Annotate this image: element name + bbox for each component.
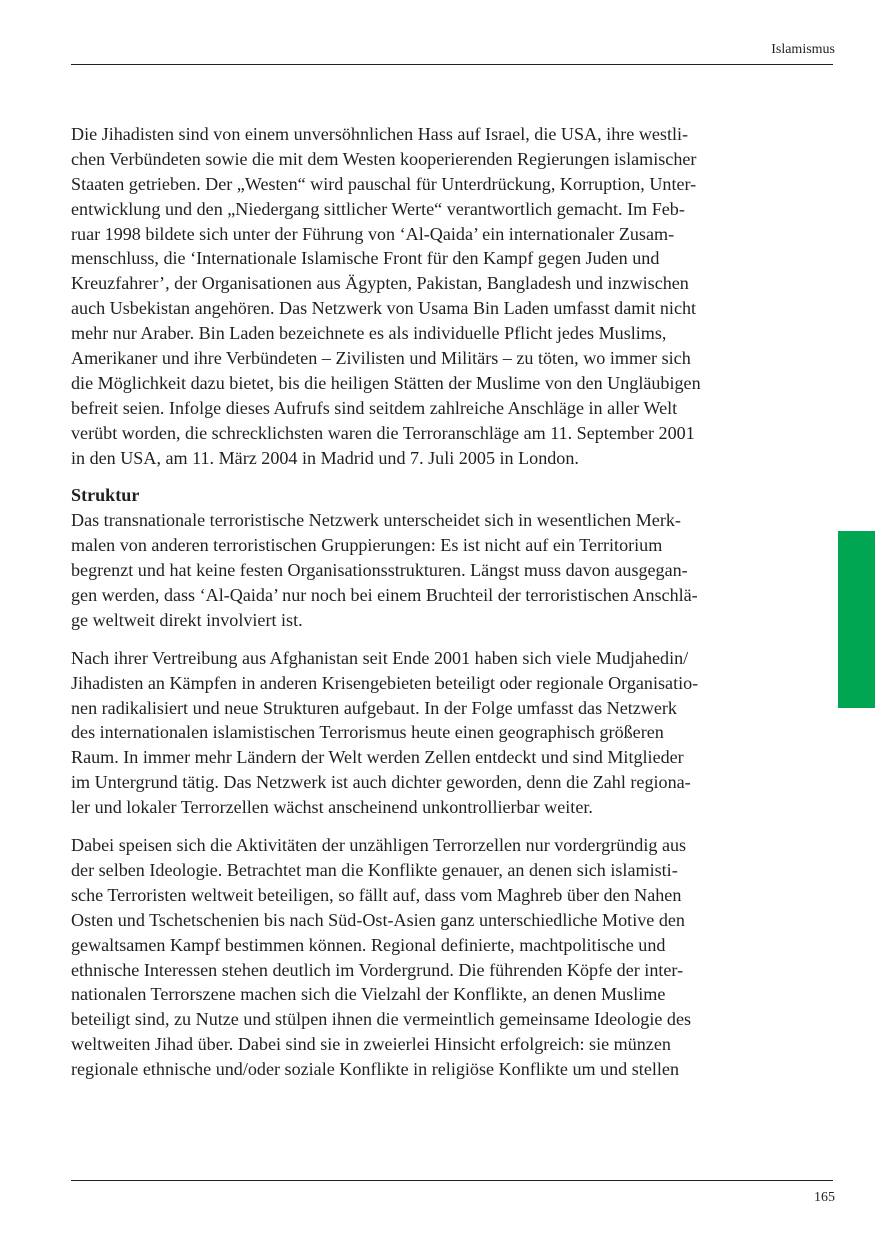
- text-line: verübt worden, die schrecklichsten waren die Terroranschläge am 11. September 2001: [71, 422, 695, 443]
- text-line: beteiligt sind, zu Nutze und stülpen ihnen die vermeintlich gemeinsame Ideologie des: [71, 1009, 692, 1030]
- paragraph: [71, 833, 841, 1082]
- text-line: ge weltweit direkt involviert ist.: [71, 609, 303, 630]
- section-heading: Struktur: [71, 485, 140, 506]
- text-line: der selben Ideologie. Betrachtet man die Konflikte genauer, an denen sich islamisti-: [71, 859, 678, 880]
- text-line: des internationalen islamistischen Terrorismus heute einen geographisch größeren: [71, 722, 664, 743]
- text-line: ruar 1998 bildete sich unter der Führung von ‘Al-Qaida’ ein internationaler Zusam-: [71, 223, 675, 244]
- text-line: menschluss, die ‘Internationale Islamische Front für den Kampf gegen Juden und: [71, 248, 660, 269]
- text-line: Die Jihadisten sind von einem unversöhnlichen Hass auf Israel, die USA, ihre westli-: [71, 124, 689, 144]
- text-line: in den USA, am 11. März 2004 in Madrid und 7. Juli 2005 in London.: [71, 447, 579, 468]
- header-rule: [71, 64, 833, 65]
- footer-rule: [71, 1180, 833, 1181]
- paragraph: [71, 122, 841, 470]
- text-line: Jihadisten an Kämpfen in anderen Krisengebieten beteiligt oder regionale Organisatio-: [71, 672, 699, 693]
- text-line: ler und lokaler Terrorzellen wächst anscheinend unkontrollierbar weiter.: [71, 797, 593, 818]
- text-line: gen werden, dass ‘Al-Qaida’ nur noch bei einem Bruchteil der terroristischen Anschlä-: [71, 585, 698, 606]
- body-text: [71, 122, 841, 1082]
- text-line: Staaten getrieben. Der „Westen“ wird pauschal für Unterdrückung, Korruption, Unter-: [71, 173, 697, 194]
- text-line: nationalen Terrorszene machen sich die Vielzahl der Konflikte, an denen Muslime: [71, 984, 666, 1005]
- text-line: mehr nur Araber. Bin Laden bezeichnete es als individuelle Pflicht jedes Muslims,: [71, 323, 667, 344]
- text-line: gewaltsamen Kampf bestimmen können. Regional definierte, machtpolitische und: [71, 934, 666, 955]
- text-line: malen von anderen terroristischen Gruppierungen: Es ist nicht auf ein Territorium: [71, 535, 663, 556]
- paragraph: [71, 646, 841, 820]
- text-line: im Untergrund tätig. Das Netzwerk ist auch dichter geworden, denn die Zahl regiona-: [71, 772, 691, 793]
- chapter-thumb-tab: [838, 531, 875, 708]
- text-line: begrenzt und hat keine festen Organisationsstrukturen. Längst muss davon ausgegan-: [71, 560, 688, 581]
- text-line: Osten und Tschetschenien bis nach Süd-Ost-Asien ganz unterschiedliche Motive den: [71, 909, 685, 930]
- text-line: die Möglichkeit dazu bietet, bis die heiligen Stätten der Muslime von den Ungläubigen: [71, 372, 701, 393]
- text-line: Das transnationale terroristische Netzwerk unterscheidet sich in wesentlichen Merk-: [71, 510, 681, 531]
- text-line: Kreuzfahrer’, der Organisationen aus Ägypten, Pakistan, Bangladesh und inzwischen: [71, 273, 689, 294]
- text-line: sche Terroristen weltweit beteiligen, so fällt auf, dass vom Maghreb über den Nahen: [71, 884, 682, 905]
- text-line: chen Verbündeten sowie die mit dem Westen kooperierenden Regierungen islamischer: [71, 148, 697, 169]
- text-line: regionale ethnische und/oder soziale Konflikte in religiöse Konflikte um und stellen: [71, 1059, 679, 1080]
- running-header: Islamismus: [771, 42, 835, 57]
- text-line: Nach ihrer Vertreibung aus Afghanistan seit Ende 2001 haben sich viele Mudjahedin/: [71, 647, 689, 668]
- text-line: Raum. In immer mehr Ländern der Welt werden Zellen entdeckt und sind Mitglieder: [71, 747, 684, 768]
- text-line: entwicklung und den „Niedergang sittlicher Werte“ verantwortlich gemacht. Im Feb-: [71, 198, 685, 219]
- text-line: ethnische Interessen stehen deutlich im Vordergrund. Die führenden Köpfe der inter-: [71, 959, 684, 980]
- text-line: befreit seien. Infolge dieses Aufrufs sind seitdem zahlreiche Anschläge in aller Welt: [71, 397, 678, 418]
- page-number: 165: [814, 1190, 835, 1205]
- text-line: weltweiten Jihad über. Dabei sind sie in zweierlei Hinsicht erfolgreich: sie münzen: [71, 1034, 671, 1055]
- text-line: nen radikalisiert und neue Strukturen aufgebaut. In der Folge umfasst das Netzwerk: [71, 697, 677, 718]
- text-line: Amerikaner und ihre Verbündeten – Zivilisten und Militärs – zu töten, wo immer sich: [71, 348, 691, 369]
- text-line: Dabei speisen sich die Aktivitäten der unzähligen Terrorzellen nur vordergründig aus: [71, 835, 687, 856]
- text-line: auch Usbekistan angehören. Das Netzwerk von Usama Bin Laden umfasst damit nicht: [71, 298, 697, 319]
- paragraph: [71, 508, 841, 632]
